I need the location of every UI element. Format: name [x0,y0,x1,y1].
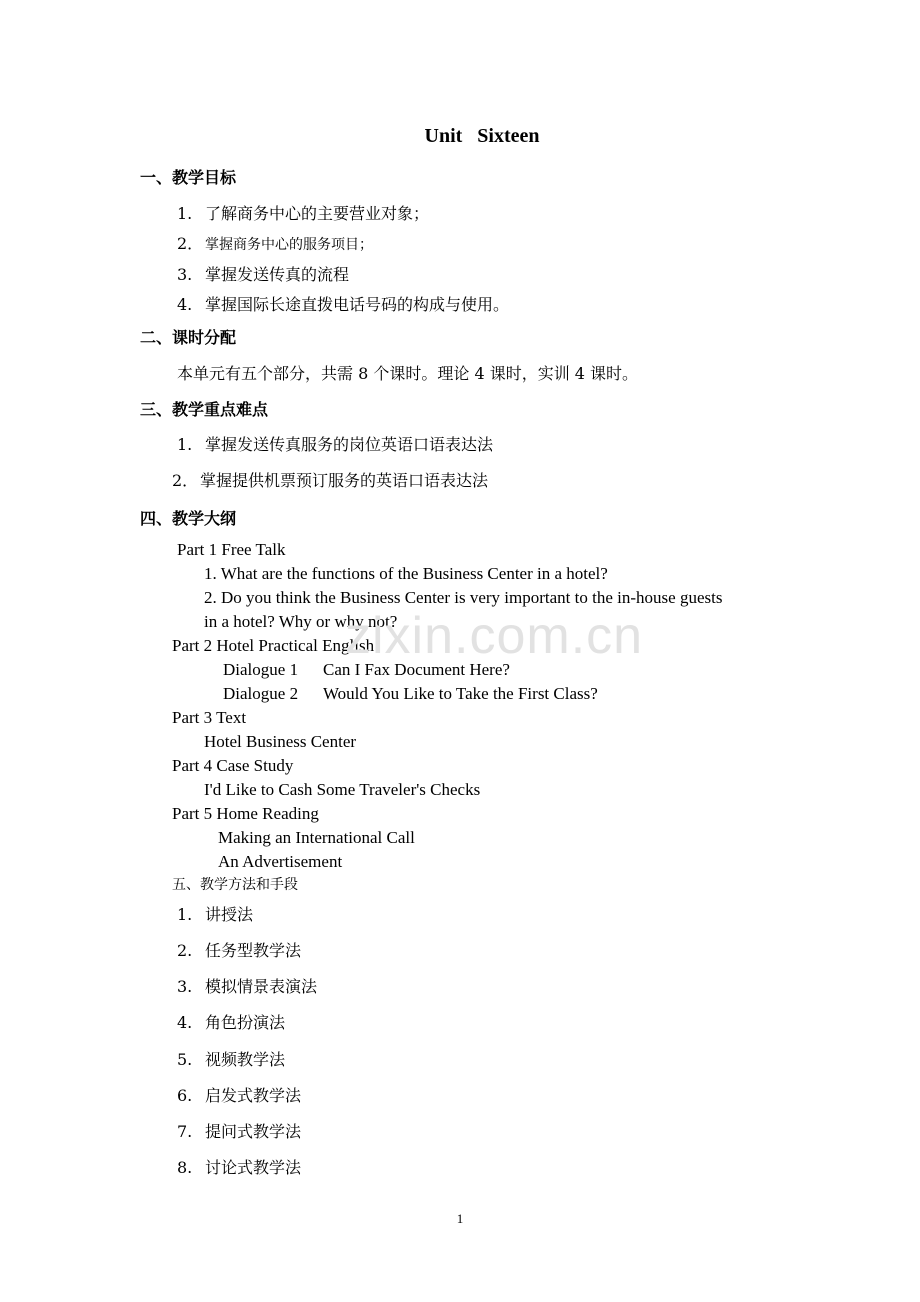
dialogue-title: Would You Like to Take the First Class? [323,684,598,703]
outline-question-2-cont: in a hotel? Why or why not? [204,612,398,631]
method-item-1 [177,907,253,923]
item-number: 5. [177,1050,193,1069]
section-heading-key-points: 三、教学重点难点 [140,400,269,419]
outline-part-3: Part 3 Text [172,708,247,727]
outline-part-5-item-1: Making an International Call [218,828,415,847]
method-item-5 [177,1052,285,1068]
outline-part-3-item: Hotel Business Center [204,732,357,751]
dialogue-title: Can I Fax Document Here? [323,660,510,679]
item-number: 2. [177,941,193,960]
item-text: 掌握商务中心的服务项目； [205,237,373,253]
item-number: 8. [177,1158,193,1177]
outline-dialogue-1 [223,661,510,678]
item-number: 2． [177,234,204,253]
section-heading-objectives: 一、教学目标 [140,168,237,187]
objective-item-3 [177,267,349,283]
item-number: 1. [177,204,193,223]
item-number: 4. [177,1013,193,1032]
watermark: zixin.com.cn [345,607,644,665]
item-number: 1. [177,905,193,924]
outline-dialogue-2 [223,685,598,702]
outline-part-5-item-2: An Advertisement [218,852,343,871]
method-item-4 [177,1015,285,1031]
item-text: 角色扮演法 [205,1013,286,1032]
page-number: 1 [456,1211,464,1226]
section-heading-methods: 五、教学方法和手段 [172,877,298,893]
item-text: 讲授法 [205,905,254,924]
item-text: 掌握发送传真的流程 [205,265,350,284]
outline-part-4: Part 4 Case Study [172,756,294,775]
objective-item-1 [177,206,429,222]
item-text: 掌握提供机票预订服务的英语口语表达法 [200,471,489,490]
dialogue-label: Dialogue 1 [223,660,299,679]
outline-question-1: 1. What are the functions of the Business Center in a hotel? [204,564,608,583]
item-text: 模拟情景表演法 [205,977,318,996]
outline-part-2: Part 2 Hotel Practical English [172,636,375,655]
item-number: 3. [177,265,193,284]
item-number: 2． [172,471,199,490]
method-item-6 [177,1088,301,1104]
item-text: 提问式教学法 [205,1122,302,1141]
objective-item-2 [177,236,373,252]
section-heading-outline: 四、教学大纲 [140,509,237,528]
item-text: 了解商务中心的主要营业对象； [205,204,430,223]
key-point-item-1 [177,437,493,453]
method-item-3 [177,979,317,995]
item-number: 7. [177,1122,193,1141]
section-heading-hours: 二、课时分配 [140,328,237,347]
item-number: 6. [177,1086,193,1105]
method-item-2 [177,943,301,959]
hours-text: 本单元有五个部分，共需 8 个课时。理论 4 课时，实训 4 课时。 [177,364,639,383]
outline-question-2: 2. Do you think the Business Center is very important to the in-house guests [204,588,723,607]
objective-item-4 [177,297,509,313]
outline-part-1: Part 1 Free Talk [177,540,286,559]
key-point-item-2 [172,473,488,489]
item-number: 1. [177,435,193,454]
item-number: 4. [177,295,193,314]
item-text: 视频教学法 [205,1050,286,1069]
item-text: 讨论式教学法 [205,1158,302,1177]
item-number: 3. [177,977,193,996]
item-text: 启发式教学法 [205,1086,302,1105]
document-title: Unit Sixteen [424,125,540,147]
outline-part-4-item: I'd Like to Cash Some Traveler's Checks [204,780,481,799]
dialogue-label: Dialogue 2 [223,684,299,703]
item-text: 掌握发送传真服务的岗位英语口语表达法 [205,435,494,454]
outline-part-5: Part 5 Home Reading [172,804,319,823]
method-item-7 [177,1124,301,1140]
item-text: 掌握国际长途直拨电话号码的构成与使用。 [205,295,510,314]
item-text: 任务型教学法 [205,941,302,960]
method-item-8 [177,1160,301,1176]
